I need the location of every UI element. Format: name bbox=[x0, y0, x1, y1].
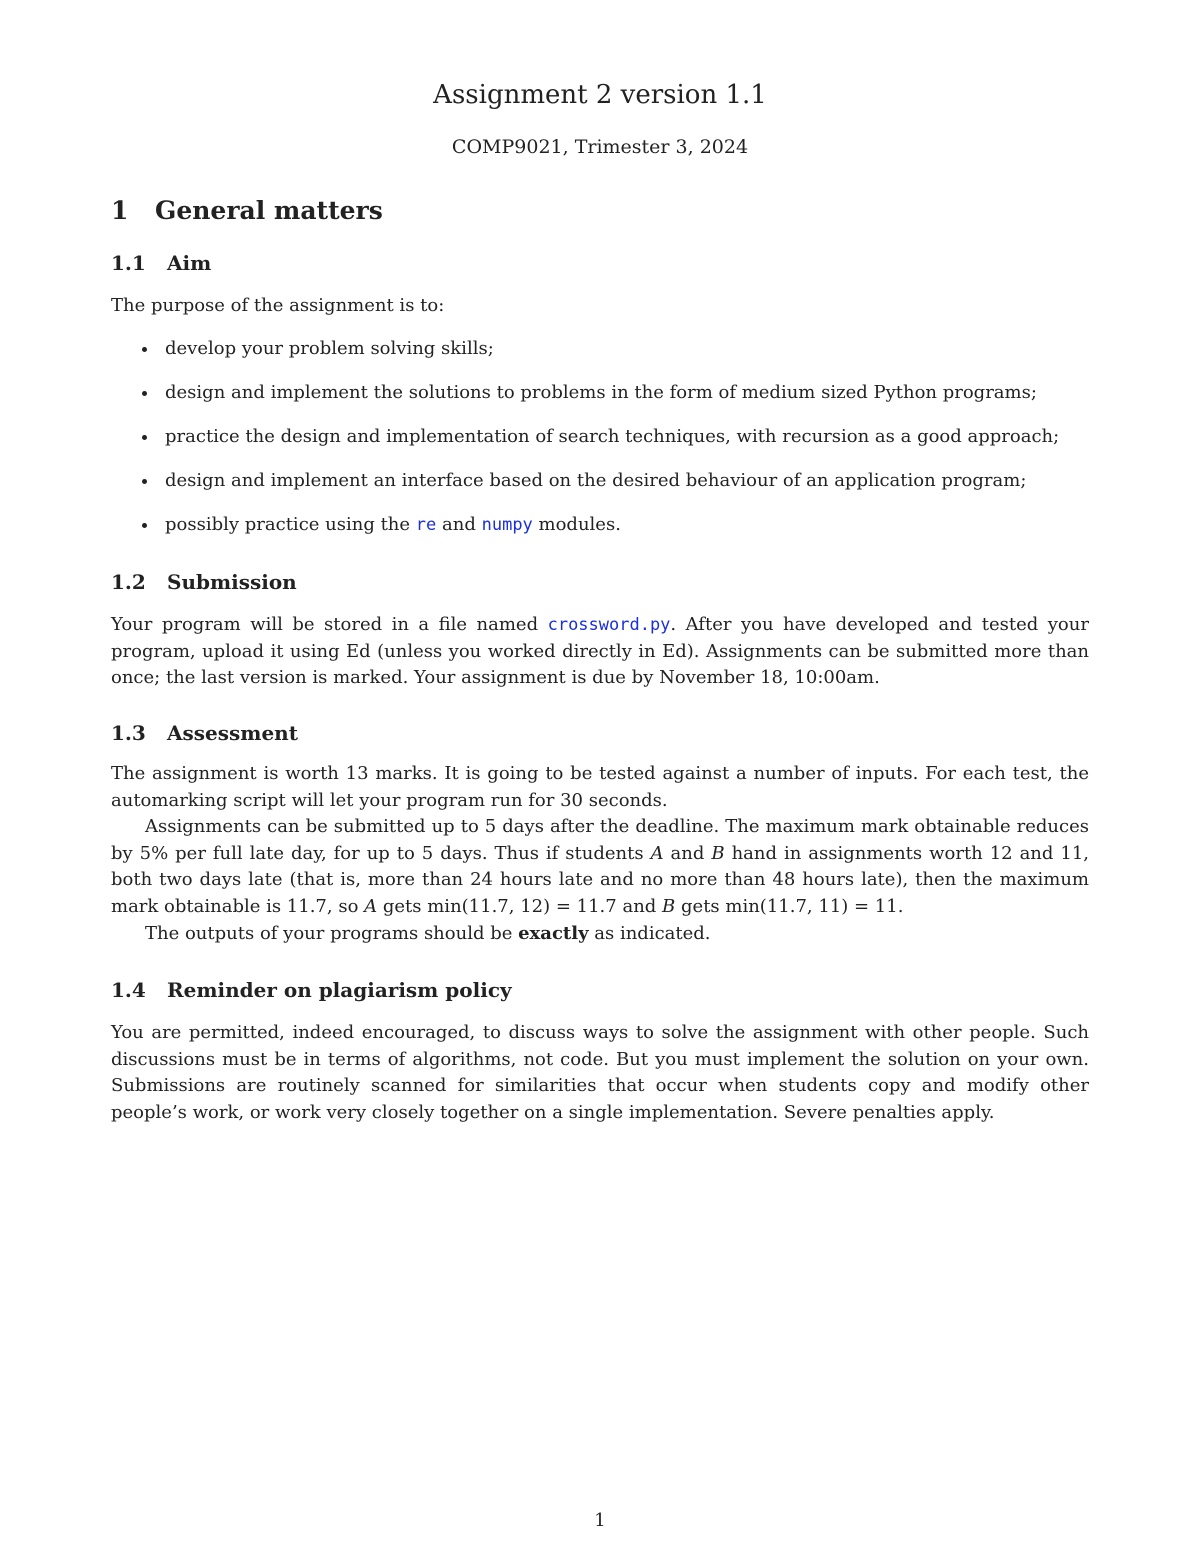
code-re: re bbox=[415, 515, 437, 535]
bullet-icon bbox=[142, 479, 147, 484]
subsection-title: Aim bbox=[167, 251, 212, 275]
aim-bullet-list bbox=[111, 336, 1089, 556]
bullet-icon bbox=[142, 347, 147, 352]
section-title: General matters bbox=[155, 196, 383, 225]
subsection-number: 1.3 bbox=[111, 721, 146, 745]
filename-code: crossword.py bbox=[547, 615, 671, 635]
submission-paragraph: Your program will be stored in a file named crossword.py. After you have developed and tested your program, upload it using Ed (unless you worked directly in Ed). Assignments can be submitted more than once; the last version is marked. Your assignment is due by November 18, 10:00am. bbox=[111, 614, 1089, 688]
aim-intro: The purpose of the assignment is to: bbox=[111, 295, 445, 316]
assessment-paragraph-3: The outputs of your programs should be exactly as indicated. bbox=[145, 923, 711, 944]
subsection-title: Assessment bbox=[167, 721, 298, 745]
subsection-number: 1.4 bbox=[111, 978, 146, 1002]
subsection-title: Submission bbox=[167, 570, 297, 594]
subsection-title: Reminder on plagiarism policy bbox=[167, 978, 512, 1002]
section-heading-general-matters bbox=[111, 196, 383, 225]
list-item: practice the design and implementation of search techniques, with recursion as a good approach; bbox=[111, 424, 1089, 468]
subsection-heading-aim bbox=[111, 251, 211, 275]
bullet-icon bbox=[142, 523, 147, 528]
page-number: 1 bbox=[594, 1510, 606, 1531]
subsection-heading-plagiarism bbox=[111, 978, 512, 1002]
emphasis-exactly: exactly bbox=[518, 923, 589, 944]
document-title: Assignment 2 version 1.1 bbox=[433, 80, 767, 110]
bullet-icon bbox=[142, 435, 147, 440]
bullet-icon bbox=[142, 391, 147, 396]
subsection-number: 1.2 bbox=[111, 570, 146, 594]
subsection-heading-assessment bbox=[111, 721, 298, 745]
assessment-paragraph-2: Assignments can be submitted up to 5 days after the deadline. The maximum mark obtainable reduces by 5% per full late day, for up to 5 days. Thus if students A and B hand in assignments worth 12 and 11, both two days late (that is, more than 24 hours late and no more than 48 hours late), then the maximum mark obtainable is 11.7, so A gets min(11.7, 12) = 11.7 and B gets min(11.7, 11) = 11. bbox=[111, 816, 1090, 917]
document-subtitle: COMP9021, Trimester 3, 2024 bbox=[451, 136, 749, 158]
list-item: design and implement the solutions to problems in the form of medium sized Python programs; bbox=[111, 380, 1089, 424]
list-item: design and implement an interface based on the desired behaviour of an application program; bbox=[111, 468, 1089, 512]
plagiarism-paragraph: You are permitted, indeed encouraged, to discuss ways to solve the assignment with other people. Such discussions must be in terms of algorithms, not code. But you must implement the solution on your own. Submissions are routinely scanned for similarities that occur when students copy and modify other people’s work, or work very closely together on a single implementation. Severe penalties apply. bbox=[111, 1022, 1089, 1123]
assessment-paragraph-1: The assignment is worth 13 marks. It is going to be tested against a number of inputs. For each test, the automarking script will let your program run for 30 seconds. bbox=[111, 763, 1089, 811]
list-item: develop your problem solving skills; bbox=[111, 336, 1089, 380]
subsection-heading-submission bbox=[111, 570, 297, 594]
list-item: possibly practice using the re and numpy modules. bbox=[111, 512, 1089, 556]
section-number: 1 bbox=[111, 196, 129, 225]
document-page bbox=[111, 0, 1089, 1553]
subsection-number: 1.1 bbox=[111, 251, 146, 275]
code-numpy: numpy bbox=[481, 515, 533, 535]
